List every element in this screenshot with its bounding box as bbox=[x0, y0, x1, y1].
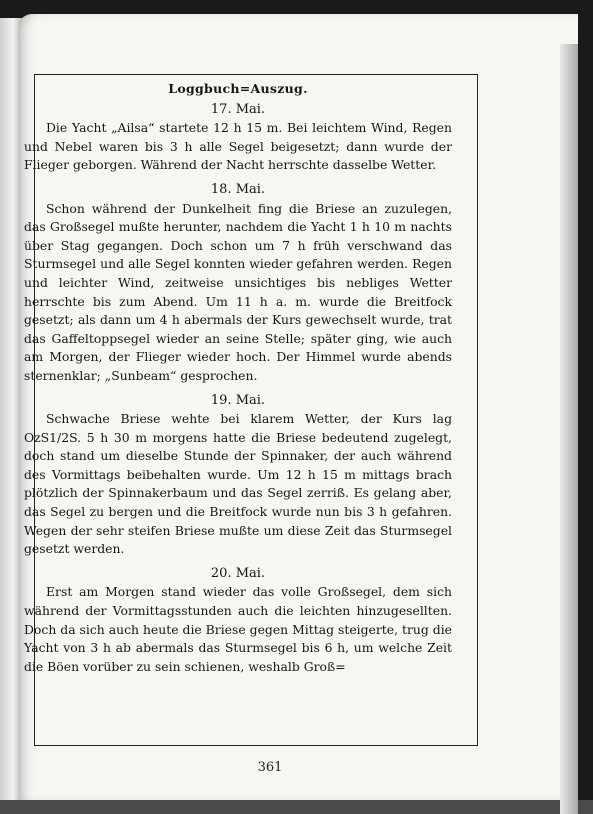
page-number: 361 bbox=[257, 760, 283, 775]
entry-date-18-may: 18. Mai. bbox=[210, 181, 266, 197]
entry-date-19-may: 19. Mai. bbox=[210, 392, 266, 408]
entry-text-17-may: Die Yacht „Ailsa“ startete 12 h 15 m. Bei leichtem Wind, Regen und Nebel waren bis 3 h alle Segel beigesetzt; dann wurde der Flieger geborgen. Während der Nacht herrschte dasselbe Wetter. bbox=[24, 120, 452, 173]
entry-date-20-may: 20. Mai. bbox=[210, 565, 266, 581]
entry-text-19-may: Schwache Briese wehte bei klarem Wetter, der Kurs lag OzS1/2S. 5 h 30 m morgens hatte die Briese bedeutend zugelegt, doch stand um dieselbe Stunde der Spinnaker, der auch während des Vormittags beibehalten wurde. Um 12 h 15 m mittags brach plötzlich der Spinnakerbaum und das Segel zerriß. Es gelang aber, das Segel zu bergen und die Breitfock wurde nun bis 3 h gefahren. Wegen der sehr steifen Briese mußte um diese Zeit das Sturmsegel gesetzt werden. bbox=[24, 411, 452, 557]
entry-text-20-may: Erst am Morgen stand wieder das volle Großsegel, dem sich während der Vormittagsstunden auch die leichten hinzugesellten. Doch da sich auch heute die Briese gegen Mittag steigerte, trug die Yacht von 3 h ab abermals das Sturmsegel bis 6 h, um welche Zeit die Böen vorüber zu sein schienen, weshalb Groß= bbox=[24, 584, 452, 674]
entry-date-17-may: 17. Mai. bbox=[210, 101, 266, 117]
right-page-edge bbox=[560, 44, 578, 814]
page-content bbox=[24, 80, 452, 682]
entry-text-18-may: Schon während der Dunkelheit fing die Briese an zuzulegen, das Großsegel mußte herunter, nachdem die Yacht 1 h 10 m nachts über Stag gegangen. Doch schon um 7 h früh verschwand das Sturmsegel und alle Segel konnten wieder gefahren werden. Regen und leichter Wind, zeitweise unsichtiges bis nebliges Wetter herrschte bis zum Abend. Um 11 h a. m. wurde die Breitfock gesetzt; als dann um 4 h abermals der Kurs gewechselt wurde, trat das Gaffeltoppsegel wieder an seine Stelle; später ging, wie auch am Morgen, der Flieger wieder hoch. Der Himmel wurde abends sternenklar; „Sunbeam“ gesprochen. bbox=[24, 200, 452, 383]
document-title: Loggbuch=Auszug. bbox=[168, 81, 308, 96]
